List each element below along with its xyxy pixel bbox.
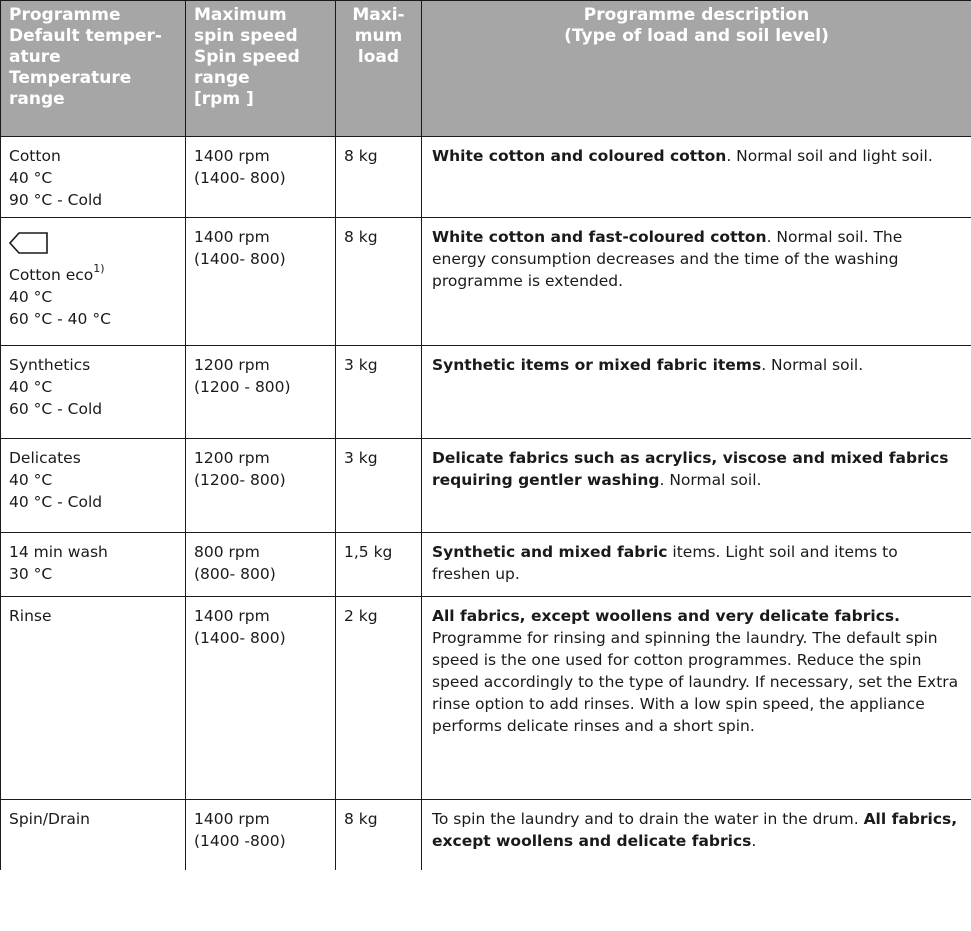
table-row [1, 533, 971, 597]
header-programme: Programme Default temper- ature Temperature range [1, 1, 186, 137]
programme-description: To spin the laundry and to drain the water in the drum. All fabrics, except woollens and delicate fabrics. [422, 800, 971, 870]
temperature-range: 60 °C - 40 °C [9, 310, 111, 328]
programme-cell [1, 346, 186, 439]
programme-cell [1, 137, 186, 218]
table-row [1, 218, 971, 346]
max-load: 8 kg [336, 800, 422, 870]
header-spin-speed: Maximum spin speed Spin speed range [rpm ] [186, 1, 336, 137]
max-load: 2 kg [336, 597, 422, 800]
programme-name: Synthetics [9, 356, 91, 374]
temperature-range: 90 °C - Cold [9, 191, 103, 209]
max-spin-speed: 1400 rpm [194, 228, 270, 246]
programme-description: Delicate fabrics such as acrylics, viscose and mixed fabrics requiring gentler washing. Normal soil. [422, 439, 971, 533]
programme-cell [1, 800, 186, 870]
table-row [1, 439, 971, 533]
default-temperature: 40 °C [9, 378, 53, 396]
max-load: 1,5 kg [336, 533, 422, 597]
temperature-range: 60 °C - Cold [9, 400, 103, 418]
default-temperature: 40 °C [9, 288, 53, 306]
programme-description: Synthetic and mixed fabric items. Light soil and items to freshen up. [422, 533, 971, 597]
spin-speed-range: (1400- 800) [194, 250, 286, 268]
max-spin-speed: 1400 rpm [194, 810, 270, 828]
programme-description: Synthetic items or mixed fabric items. Normal soil. [422, 346, 971, 439]
max-spin-speed: 1200 rpm [194, 356, 270, 374]
spin-cell [186, 137, 336, 218]
spin-speed-range: (1400 -800) [194, 832, 286, 850]
default-temperature: 30 °C [9, 565, 53, 583]
max-spin-speed: 1400 rpm [194, 147, 270, 165]
programme-name: Delicates [9, 449, 81, 467]
table-row [1, 800, 971, 870]
programme-description: All fabrics, except woollens and very delicate fabrics. Programme for rinsing and spinning the laundry. The default spin speed is the one used for cotton programmes. Reduce the spin speed accordingly to the type of laundry. If necessary, set the Extra rinse option to add rinses. With a low spin speed, the appliance performs delicate rinses and a short spin. [422, 597, 971, 800]
spin-speed-range: (1200 - 800) [194, 378, 291, 396]
spin-cell [186, 439, 336, 533]
programme-description: White cotton and fast-coloured cotton. Normal soil. The energy consumption decreases and the time of the washing programme is extended. [422, 218, 971, 346]
max-load: 8 kg [336, 137, 422, 218]
spin-speed-range: (1400- 800) [194, 169, 286, 187]
max-spin-speed: 800 rpm [194, 543, 260, 561]
eco-tag-icon [9, 232, 49, 254]
footnote-marker: 1) [93, 261, 105, 275]
programme-name: Rinse [9, 607, 52, 625]
header-description: Programme description (Type of load and soil level) [422, 1, 971, 137]
spin-speed-range: (1200- 800) [194, 471, 286, 489]
spin-speed-range: (800- 800) [194, 565, 276, 583]
max-spin-speed: 1200 rpm [194, 449, 270, 467]
programme-cell [1, 597, 186, 800]
programme-cell [1, 218, 186, 346]
programme-name: Cotton [9, 147, 61, 165]
programme-cell [1, 439, 186, 533]
default-temperature: 40 °C [9, 471, 53, 489]
header-row [1, 1, 971, 137]
max-load: 3 kg [336, 439, 422, 533]
max-spin-speed: 1400 rpm [194, 607, 270, 625]
max-load: 8 kg [336, 218, 422, 346]
max-load: 3 kg [336, 346, 422, 439]
table-row [1, 597, 971, 800]
programme-cell [1, 533, 186, 597]
spin-cell [186, 597, 336, 800]
programme-name: Cotton eco [9, 266, 94, 284]
spin-cell [186, 218, 336, 346]
spin-cell [186, 346, 336, 439]
spin-cell [186, 800, 336, 870]
table-row [1, 346, 971, 439]
programme-name: Spin/Drain [9, 810, 90, 828]
programme-name: 14 min wash [9, 543, 108, 561]
default-temperature: 40 °C [9, 169, 53, 187]
temperature-range: 40 °C - Cold [9, 493, 103, 511]
programme-description: White cotton and coloured cotton. Normal soil and light soil. [422, 137, 971, 218]
table-row [1, 137, 971, 218]
header-max-load: Maxi- mum load [336, 1, 422, 137]
spin-speed-range: (1400- 800) [194, 629, 286, 647]
spin-cell [186, 533, 336, 597]
